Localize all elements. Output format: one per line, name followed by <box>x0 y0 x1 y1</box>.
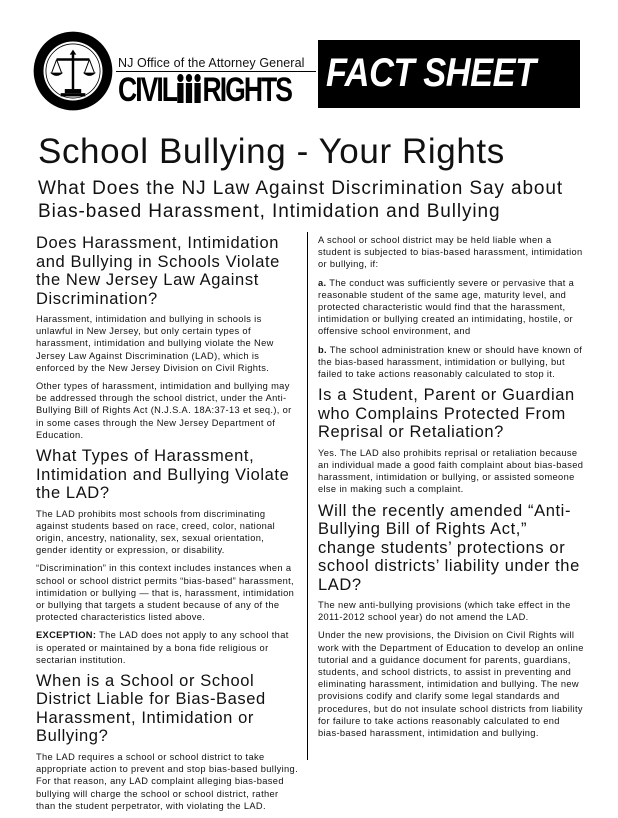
condition-a-text: The conduct was sufficiently severe or pervasive that a reasonable student of the same age, maturity level, and protected characteristic would find that the harassment, intimidation or bullying created an intimidating, hostile, or offensive school environment, and <box>318 277 575 337</box>
paragraph: The LAD requires a school or school district to take appropriate action to prevent and stop bias-based bullying. For that reason, any LAD complaint alleging bias-based bullying will charge the school or school district, rather than the student perpetrator, with violating the LAD. <box>36 751 299 811</box>
heading-lad-violation: Does Harassment, Intimidation and Bullying in Schools Violate the New Jersey Law Against Discrimination? <box>36 234 280 308</box>
condition-b-text: The school administration knew or should have known of the bias-based harassment, intimidation or bullying, but failed to take actions reasonably calculated to stop it. <box>318 344 583 380</box>
paragraph: The LAD prohibits most schools from discriminating against students based on race, creed, color, national origin, ancestry, nationality, sex, sexual orientation, gender identity or expression, or disability. <box>36 508 276 556</box>
exception-paragraph <box>36 629 298 666</box>
condition-b-label: b. <box>318 344 327 355</box>
paragraph: Under the new provisions, the Division on Civil Rights will work with the Department of Education to develop an online tutorial and a guidance document for parents, guardians, students, and school districts, to assist in preventing and eliminating harassment, intimidation and bullying. The new provisions codify and clarify some legal standards and procedures, but do not insulate school districts from liability for failure to take actions reasonably calculated to end bias-based harassment, intimidation and bullying. <box>318 630 584 739</box>
fact-sheet-label: FACT SHEET <box>326 51 536 95</box>
logo-rights: RIGHTS <box>202 71 292 109</box>
condition-a <box>318 277 584 338</box>
heading-types: What Types of Harassment, Intimidation and Bullying Violate the LAD? <box>36 447 290 503</box>
page-title: School Bullying - Your Rights <box>38 132 505 171</box>
paragraph: Harassment, intimidation and bullying in schools is unlawful in New Jersey, but only certain types of harassment, intimidation and bullying violate the New Jersey Law Against Discrimination (LAD), which is enforced by the New Jersey Division on Civil Rights. <box>36 314 274 373</box>
exception-label: EXCEPTION: <box>36 630 97 641</box>
heading-retaliation: Is a Student, Parent or Guardian who Complains Protected From Reprisal or Retaliation? <box>318 386 575 442</box>
paragraph: The new anti-bullying provisions (which take effect in the 2011-2012 school year) do not amend the LAD. <box>318 600 571 623</box>
right-column <box>318 234 584 745</box>
page-subtitle: What Does the NJ Law Against Discrimination Say about Bias-based Harassment, Intimidation and Bullying <box>38 178 564 222</box>
heading-liability: When is a School or School District Liable for Bias-Based Harassment, Intimidation or Bullying? <box>36 671 266 746</box>
people-icon <box>176 73 203 103</box>
left-column <box>36 234 298 818</box>
paragraph: “Discrimination” in this context includes instances when a school or school district permits “bias-based” harassment, intimidation or bullying — that is, harassment, intimidation or bullying that targets a student because of any of the protected characteristics listed above. <box>36 563 295 623</box>
condition-a-label: a. <box>318 277 327 288</box>
attorney-general-seal-icon <box>32 30 114 112</box>
column-divider <box>307 232 308 760</box>
paragraph: A school or school district may be held liable when a student is subjected to bias-based harassment, intimidation or bullying, if: <box>318 235 583 270</box>
condition-b <box>318 344 584 381</box>
paragraph: Yes. The LAD also prohibits reprisal or retaliation because an individual made a good faith complaint about bias-based harassment, intimidation or bullying, or assisted someone else in making such a complaint. <box>318 447 584 495</box>
exception-text: The LAD does not apply to any school that is operated or maintained by a bona fide religious or sectarian institution. <box>36 630 289 665</box>
paragraph: Other types of harassment, intimidation and bullying may be addressed through the school district, under the Anti-Bullying Bill of Rights Act (N.J.S.A. 18A:37-13 et seq.), or in some cases through the New Jersey Department of Education. <box>36 381 292 440</box>
agency-name: NJ Office of the Attorney General <box>118 56 305 70</box>
header <box>0 0 618 118</box>
logo-civil: CIVIL <box>118 71 177 109</box>
heading-amended-act: Will the recently amended “Anti-Bullying Bill of Rights Act,” change students’ protections or school districts’ liability under the LAD? <box>318 501 580 594</box>
civil-rights-logo <box>118 72 291 108</box>
